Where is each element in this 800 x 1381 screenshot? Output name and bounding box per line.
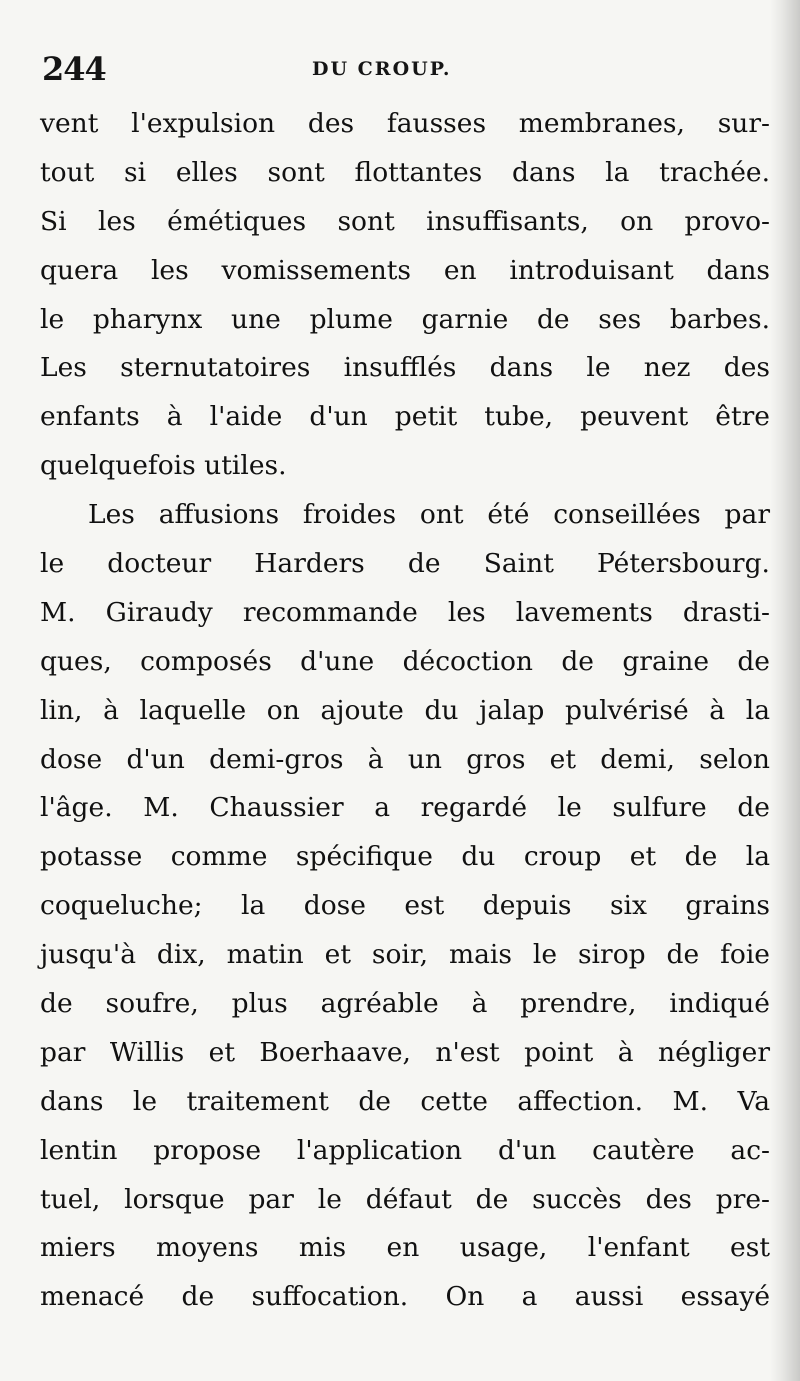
page-edge-shadow	[770, 0, 800, 1381]
text-line: coqueluche; la dose est depuis six grains	[40, 890, 770, 922]
text-line: Si les émétiques sont insuffisants, on provo-	[40, 205, 770, 237]
text-line: Les sternutatoires insufflés dans le nez des	[40, 352, 770, 384]
text-line: menacé de suffocation. On a aussi essayé	[40, 1281, 770, 1313]
page-header	[42, 50, 762, 90]
text-line: lin, à laquelle on ajoute du jalap pulvérisé à la	[40, 694, 770, 726]
text-line: jusqu'à dix, matin et soir, mais le sirop de foie	[40, 939, 770, 971]
text-line: enfants à l'aide d'un petit tube, peuvent être	[40, 401, 770, 433]
text-line: de soufre, plus agréable à prendre, indiqué	[40, 988, 770, 1020]
text-line: l'âge. M. Chaussier a regardé le sulfure de	[40, 792, 770, 824]
text-line: quera les vomissements en introduisant dans	[40, 254, 770, 286]
text-line: quelquefois utiles.	[40, 450, 287, 482]
running-head: DU CROUP.	[312, 58, 452, 80]
text-line: par Willis et Boerhaave, n'est point à négliger	[40, 1036, 770, 1068]
text-line: le pharynx une plume garnie de ses barbes.	[40, 303, 770, 335]
text-line: miers moyens mis en usage, l'enfant est	[40, 1232, 770, 1264]
text-line: lentin propose l'application d'un cautère ac-	[40, 1134, 770, 1166]
paragraph-first-line: Les affusions froides ont été conseillées par	[88, 499, 770, 531]
text-line: dose d'un demi-gros à un gros et demi, selon	[40, 743, 770, 775]
text-line: potasse comme spécifique du croup et de la	[40, 841, 770, 873]
text-line: vent l'expulsion des fausses membranes, sur-	[40, 108, 770, 139]
body-text	[40, 100, 770, 1322]
text-line: dans le traitement de cette affection. M. Va	[40, 1085, 770, 1117]
text-line: tout si elles sont flottantes dans la trachée.	[40, 156, 770, 188]
text-line: ques, composés d'une décoction de graine de	[40, 645, 770, 677]
text-line: M. Giraudy recommande les lavements drasti-	[40, 596, 770, 628]
text-line: le docteur Harders de Saint Pétersbourg.	[40, 548, 770, 580]
text-line: tuel, lorsque par le défaut de succès des pre-	[40, 1183, 770, 1215]
page-number: 244	[42, 50, 106, 88]
